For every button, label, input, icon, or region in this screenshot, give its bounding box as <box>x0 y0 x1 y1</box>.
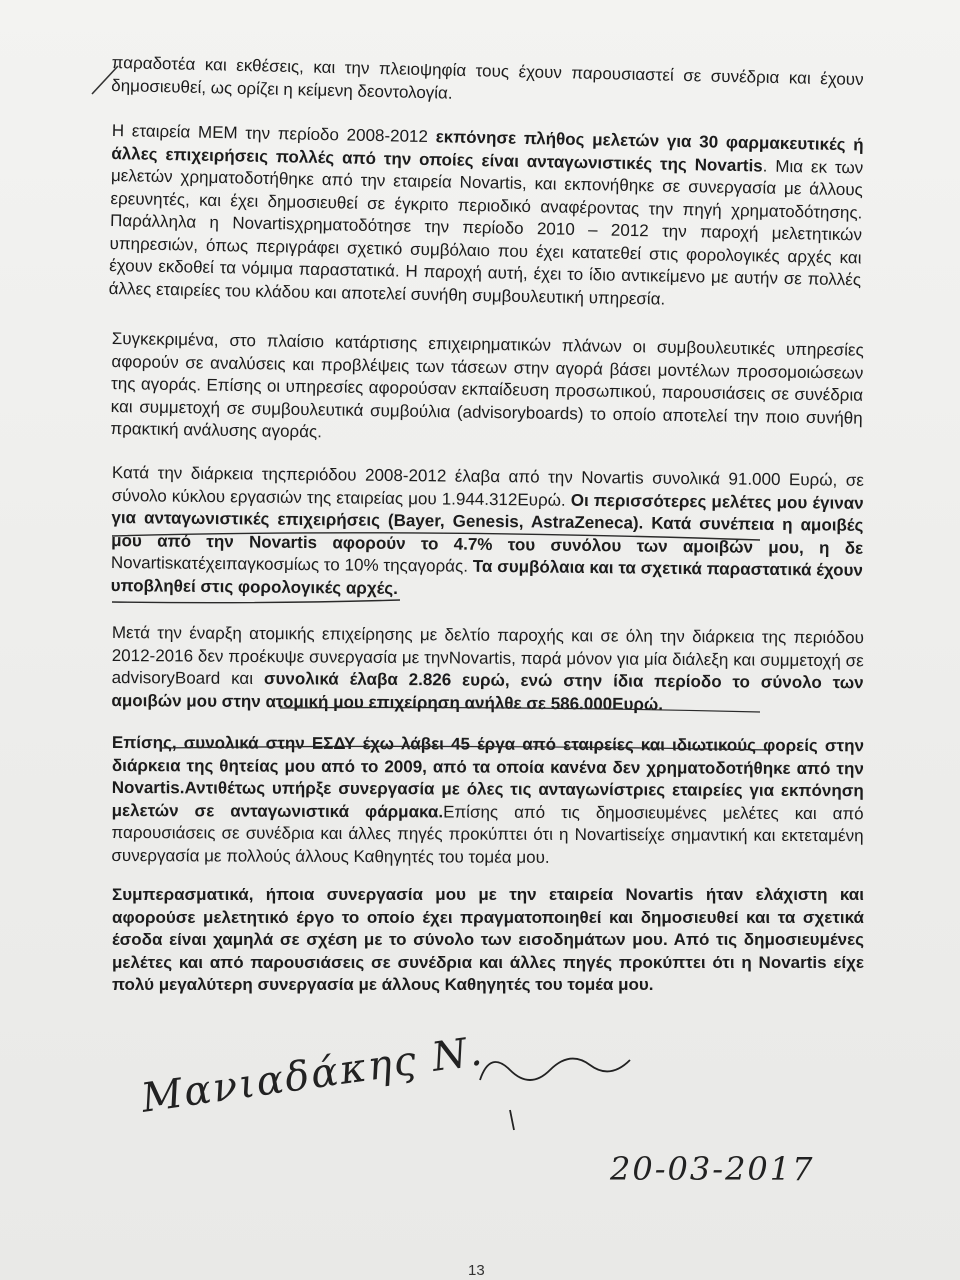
paragraph-5-bold: συνολικά έλαβα 2.826 ευρώ, ενώ στην ίδια περίοδο το σύνολο των αμοιβών μου στην ατομική μου επιχείρηση ανήλθε σε 586.000Ευρώ. <box>111 669 864 714</box>
paragraph-6-bold: Επίσης, συνολικά στην ΕΣΔΥ έχω λάβει 45 έργα από εταιρείες και ιδιωτικούς φορείς στην διάρκεια της θητείας μου από το 2009, από τα οποία κανένα δεν χρηματοδοτήθηκε από την Novartis.Αντιθέτως υπήρξε συνεργασία με όλες τις ανταγωνίστριες εταιρείες για εκπόνηση μελετών σε ανταγωνιστικά φάρμακα. <box>111 733 864 821</box>
paragraph-7-text: Συμπερασματικά, ήποια συνεργασία μου με την εταιρεία Novartis ήταν ελάχιστη και αφορούσε μελετητικό έργο το οποίο έχει πραγματοποιηθεί και δημοσιευθεί και τα σχετικά έσοδα είναι χαμηλά σε σχέση με το σύνολο των εισοδημάτων μου. Από τις δημοσιευμένες μελέτες και από παρουσιάσεις σε συνέδρια και άλλες πηγές προκύπτει ότι η Novartis είχε πολύ μεγαλύτερη συνεργασία με άλλους Καθηγητές του τομέα μου. <box>112 885 864 994</box>
paragraph-5-text: Μετά την έναρξη ατομικής επιχείρησης με δελτίο παροχής και σε όλη την διάρκεια της περιόδου 2012-2016 δεν προέκυψε συνεργασία με τηνNovartis, παρά μόνον για μία διάλεξη και συμμετοχή σε advisoryBoard και <box>111 623 864 689</box>
paragraph-2-text-b: . Μια εκ των μελετών χρηματοδοτήθηκε από την εταιρεία Novartis, και εκπονήθηκε σε συνεργασία με άλλους ερευνητές, και έχει δημοσιευθεί σε έγκριτο περιοδικό αναφέροντας την πηγή χρηματοδότησης. Παράλληλα η Novartisχρηματοδότησε την περίοδο 2010 – 2012 την παροχή μελετητικών υπηρεσιών, όπως περιγράφει σχετικό συμβόλαιο που έχει κατατεθεί στις φορολογικές αρχές και έχουν εκδοθεί τα νόμιμα παραστατικά. Η παροχή αυτή, έχει το ίδιο αντικείμενο με αυτήν σε πολλές άλλες εταιρείες του κλάδου και αποτελεί συνήθη συμβουλευτική υπηρεσία. <box>108 156 864 309</box>
signature-name: Μανιαδάκης Ν. <box>138 1028 487 1122</box>
page-number: 13 <box>468 1262 485 1279</box>
signature-scribble <box>470 1040 650 1140</box>
paragraph-3-text: Συγκεκριμένα, στο πλαίσιο κατάρτισης επιχειρηματικών πλάνων οι συμβουλευτικές υπηρεσίες αφορούν σε αναλύσεις και προβλέψεις των τάσεων στην αγορά βάσει μοντέλων προσομοιώσεων της αγοράς. Επίσης οι υπηρεσίες αφορούσαν εκπαίδευση προσωπικού, παρουσιάσεις σε συνέδρια και συμμετοχή σε συμβουλευτικά συμβούλια (advisoryboards) το οποίο αποτελεί την ποιο συνήθη πρακτική ανάλυσης αγοράς. <box>110 328 864 442</box>
paragraph-6-text: Επίσης από τις δημοσιευμένες μελέτες και από παρουσιάσεις σε συνέδρια και άλλες πηγές προκύπτει ότι η Novartisείχε σημαντική και εκτεταμένη συνεργασία με πολλούς άλλους Καθηγητές του τομέα μου. <box>111 801 864 867</box>
signature-date: 20-03-2017 <box>610 1150 815 1188</box>
paragraph-4-bold-a: Οι περισσότερες μελέτες μου έγιναν για ανταγωνιστικές επιχειρήσεις (Bayer, Genesis, AstraZeneca). Κατά συνέπεια η αμοιβές μου από την Novartis αφορούν το 4.7% του συνόλου των αμοιβών μου, η δε <box>111 490 864 558</box>
paragraph-4-bold-b: Τα συμβόλαια και τα σχετικά παραστατικά έχουν υποβληθεί στις φορολογικές αρχές. <box>110 556 863 598</box>
paragraph-2-bold: εκπόνησε πλήθος μελετών για 30 φαρμακευτικές ή άλλες επιχειρήσεις πολλές από την οποίες είναι ανταγωνιστικές της Novartis <box>111 127 864 175</box>
paragraph-1-text: παραδοτέα και εκθέσεις, και την πλειοψηφία τους έχουν παρουσιαστεί σε συνέδρια και έχουν δημοσιευθεί, ως ορίζει η κείμενη δεοντολογία. <box>111 52 864 103</box>
paragraph-2-text-a: Η εταιρεία ΜΕΜ την περίοδο 2008-2012 <box>111 120 436 147</box>
paragraph-4-text-b: Novartisκατέχειπαγκοσμίως το 10% τηςαγοράς. <box>110 552 473 576</box>
paragraph-4-text-a: Κατά την διάρκεια τηςπεριόδου 2008-2012 έλαβα από την Novartis συνολικά 91.000 Ευρώ, σε σύνολο κύκλου εργασιών της εταιρείας μου 1.944.312Ευρώ. <box>111 462 864 510</box>
